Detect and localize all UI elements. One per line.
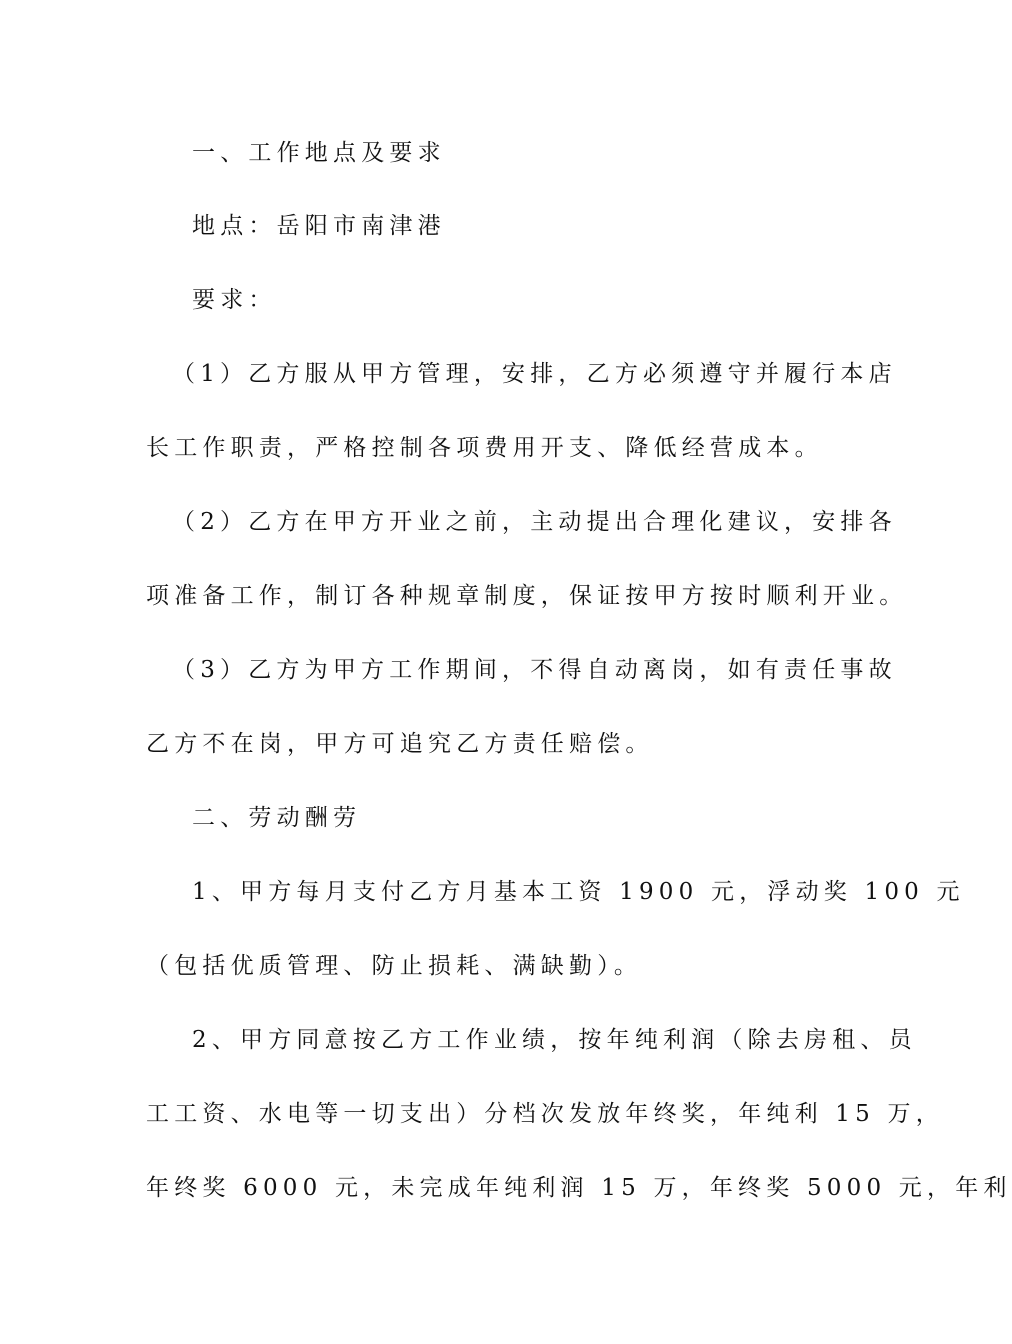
compensation-item-2-line-2: 工工资、水电等一切支出）分档次发放年终奖，年纯利 15 万， [146,1101,944,1127]
location-line: 地点：岳阳市南津港 [192,213,446,239]
requirement-2-line-1: （2）乙方在甲方开业之前，主动提出合理化建议，安排各 [172,509,897,535]
requirement-1-line-1: （1）乙方服从甲方管理，安排，乙方必须遵守并履行本店 [172,361,897,387]
requirement-3-line-1: （3）乙方为甲方工作期间，不得自动离岗，如有责任事故 [172,657,897,683]
compensation-item-1-line-1: 1、甲方每月支付乙方月基本工资 1900 元，浮动奖 100 元 [192,879,965,905]
compensation-item-1-line-2: （包括优质管理、防止损耗、满缺勤）。 [146,953,643,979]
requirement-1-line-2: 长工作职责，严格控制各项费用开支、降低经营成本。 [146,435,823,461]
requirement-3-line-2: 乙方不在岗，甲方可追究乙方责任赔偿。 [146,731,654,757]
section-heading-work-location: 一、工作地点及要求 [192,140,446,166]
section-heading-compensation: 二、劳动酬劳 [192,805,362,831]
requirement-2-line-2: 项准备工作，制订各种规章制度，保证按甲方按时顺利开业。 [146,583,908,609]
compensation-item-2-line-1: 2、甲方同意按乙方工作业绩，按年纯利润（除去房租、员 [192,1027,917,1053]
compensation-item-2-line-3: 年终奖 6000 元，未完成年纯利润 15 万，年终奖 5000 元，年利 [146,1175,1012,1201]
requirements-label: 要求： [192,287,277,313]
